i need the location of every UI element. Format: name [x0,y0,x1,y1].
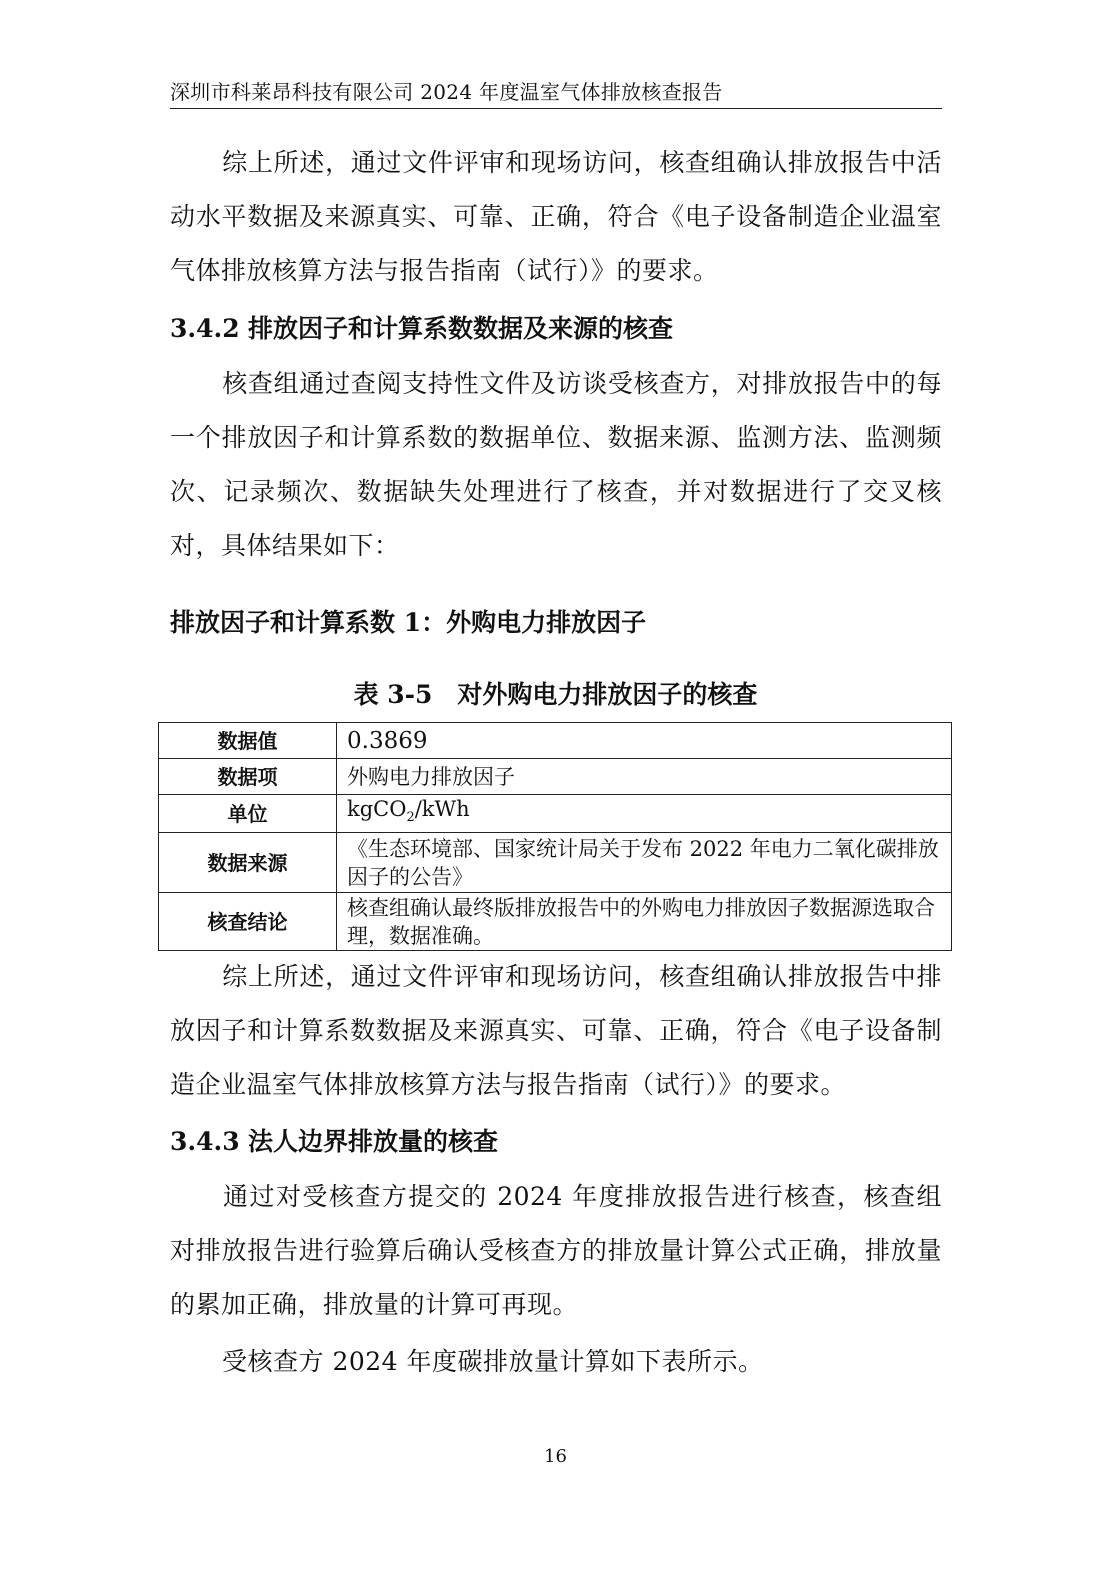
paragraph-verification-method [170,357,942,573]
row-value: 0.3869 [337,723,952,759]
paragraph-text: 综上所述，通过文件评审和现场访问，核查组确认排放报告中排放因子和计算系数数据及来源真实、可靠、正确，符合《电子设备制造企业温室气体排放核算方法与报告指南（试行）》的要求。 [170,962,942,1099]
table-row [159,893,952,951]
table-row [159,795,952,833]
header-rule [170,108,942,109]
row-key: 数据来源 [159,833,337,893]
row-value: 《生态环境部、国家统计局关于发布 2022 年电力二氧化碳排放因子的公告》 [337,833,952,893]
paragraph-text: 核查组通过查阅支持性文件及访谈受核查方，对排放报告中的每一个排放因子和计算系数的数据单位、数据来源、监测方法、监测频次、记录频次、数据缺失处理进行了核查，并对数据进行了交叉核对，具体结果如下： [170,369,942,560]
row-key: 单位 [159,795,337,833]
paragraph-text: 通过对受核查方提交的 2024 年度排放报告进行核查，核查组对排放报告进行验算后确认受核查方的排放量计算公式正确，排放量的累加正确，排放量的计算可再现。 [170,1182,942,1319]
paragraph-text: 综上所述，通过文件评审和现场访问，核查组确认排放报告中活动水平数据及来源真实、可靠、正确，符合《电子设备制造企业温室气体排放核算方法与报告指南（试行）》的要求。 [170,148,942,285]
factor-title: 排放因子和计算系数 1：外购电力排放因子 [170,608,647,637]
table-row [159,833,952,893]
table-row [159,759,952,795]
section-title: 法人边界排放量的核查 [248,1127,499,1156]
unit-subscript: 2 [406,810,415,826]
row-key: 数据项 [159,759,337,795]
paragraph-summary-factor [170,950,942,1112]
paragraph-emission-check [170,1170,942,1332]
paragraph-summary-activity [170,136,942,298]
table-row [159,723,952,759]
section-title: 排放因子和计算系数数据及来源的核查 [248,314,674,343]
unit-suffix: /kWh [414,797,470,821]
paragraph-table-intro [170,1335,942,1389]
row-value: 外购电力排放因子 [337,759,952,795]
row-key: 数据值 [159,723,337,759]
section-number: 3.4.3 [170,1127,240,1156]
row-value-unit [337,795,952,833]
page-number: 16 [544,1446,567,1467]
row-key: 核查结论 [159,893,337,951]
section-heading-3-4-2 [170,312,673,346]
running-header: 深圳市科莱昂科技有限公司 2024 年度温室气体排放核查报告 [170,80,723,104]
table-caption: 表 3-5 对外购电力排放因子的核查 [353,680,758,709]
paragraph-text: 受核查方 2024 年度碳排放量计算如下表所示。 [222,1347,764,1376]
section-number: 3.4.2 [170,314,240,343]
emission-factor-table [158,722,952,951]
section-heading-3-4-3 [170,1125,498,1159]
row-value: 核查组确认最终版排放报告中的外购电力排放因子数据源选取合理，数据准确。 [337,893,952,951]
unit-prefix: kgCO [347,797,407,821]
